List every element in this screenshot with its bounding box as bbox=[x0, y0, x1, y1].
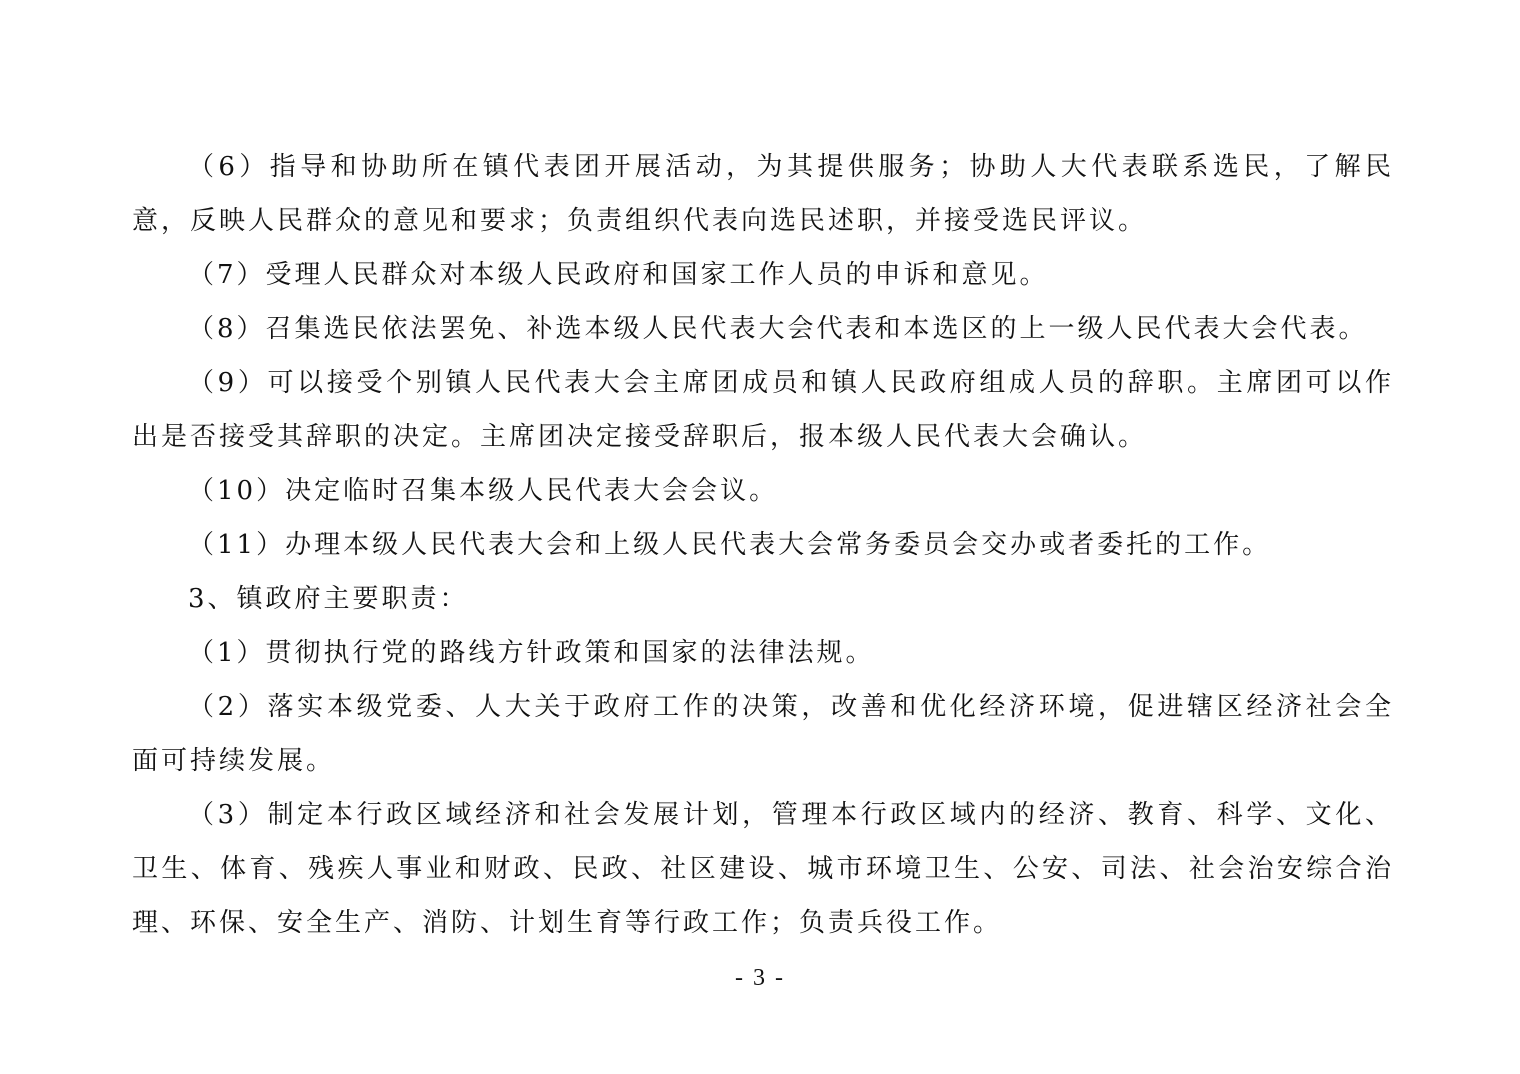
section-heading-town-government: 3、镇政府主要职责： bbox=[188, 584, 469, 614]
page-number: - 3 - bbox=[735, 965, 785, 991]
paragraph-duty-1: （1）贯彻执行党的路线方针政策和国家的法律法规。 bbox=[188, 638, 875, 668]
paragraph-item-11: （11）办理本级人民代表大会和上级人民代表大会常务委员会交办或者委托的工作。 bbox=[188, 530, 1272, 560]
paragraph-item-10: （10）决定临时召集本级人民代表大会会议。 bbox=[188, 476, 779, 506]
paragraph-item-7: （7）受理人民群众对本级人民政府和国家工作人员的申诉和意见。 bbox=[188, 260, 1049, 290]
paragraph-item-8: （8）召集选民依法罢免、补选本级人民代表大会代表和本选区的上一级人民代表大会代表。 bbox=[188, 314, 1368, 344]
paragraph-item-6: （6）指导和协助所在镇代表团开展活动，为其提供服务；协助人大代表联系选民，了解民意，反映人民群众的意见和要求；负责组织代表向选民述职，并接受选民评议。 bbox=[132, 152, 1394, 236]
paragraph-item-9: （9）可以接受个别镇人民代表大会主席团成员和镇人民政府组成人员的辞职。主席团可以作出是否接受其辞职的决定。主席团决定接受辞职后，报本级人民代表大会确认。 bbox=[132, 368, 1394, 452]
document-body bbox=[132, 140, 1394, 950]
paragraph-duty-2: （2）落实本级党委、人大关于政府工作的决策，改善和优化经济环境，促进辖区经济社会全面可持续发展。 bbox=[132, 692, 1394, 776]
paragraph-duty-3: （3）制定本行政区域经济和社会发展计划，管理本行政区域内的经济、教育、科学、文化、卫生、体育、残疾人事业和财政、民政、社区建设、城市环境卫生、公安、司法、社会治安综合治理、环保、安全生产、消防、计划生育等行政工作；负责兵役工作。 bbox=[132, 800, 1394, 938]
